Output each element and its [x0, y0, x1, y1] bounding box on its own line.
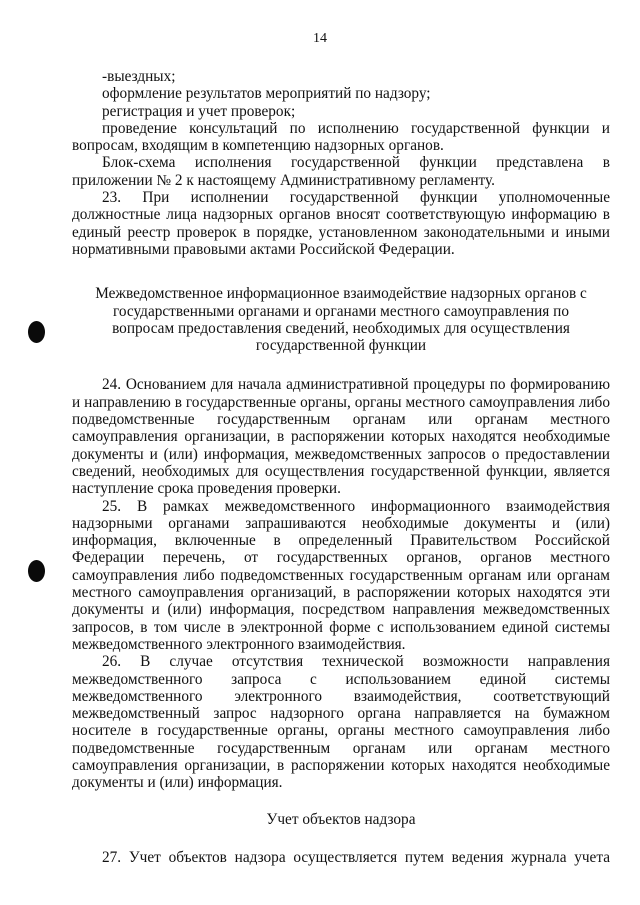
section-heading: Межведомственное информационное взаимодействие надзорных органов с государственными органами и органами местного самоуправления по вопросам предоставления сведений, необходимых для осуществления государственной функции	[95, 285, 587, 355]
list-item-registration: регистрация и учет проверок;	[102, 102, 296, 120]
paragraph-26: 26. В случае отсутствия технической возможности направления межведомственного запроса с использованием единой системы межведомственного электронного взаимодействия, соответствующий межведомственный запрос надзорного органа направляется на бумажном носителе в государственные органы, органы местного самоуправления либо подведомственные государственным органам или органам местного самоуправления организации, в распоряжении которых находятся необходимые документы и (или) информация.	[72, 653, 610, 792]
list-item-consultations: проведение консультаций по исполнению государственной функции и вопросам, входящим в компетенцию надзорных органов.	[72, 119, 610, 155]
list-item-results: оформление результатов мероприятий по надзору;	[102, 85, 431, 103]
block-scheme-paragraph: Блок-схема исполнения государственной функции представлена в приложении № 2 к настоящему Административному регламенту.	[72, 154, 610, 189]
document-body	[72, 68, 610, 866]
paragraph-25: 25. В рамках межведомственного информационного взаимодействия надзорными органами запрашиваются необходимые документы и (или) информация, включенные в определенный Правительством Российской Федерации перечень, от государственных органов, органов местного самоуправления либо подведомственных государственным органам или органам местного самоуправления организаций, в распоряжении которых находятся эти документы и (или) информация, посредством направления межведомственных запросов, в том числе в электронной форме с использованием единой системы межведомственного электронного взаимодействия.	[72, 497, 610, 653]
paragraph-24: 24. Основанием для начала административной процедуры по формированию и направлению в государственные органы, органы местного самоуправления либо подведомственные государственным органам или органам местного самоуправления организации, в распоряжении которых находятся необходимые документы и (или) информация, межведомственных запросов о предоставлении сведений, необходимых для осуществления государственной функции, является наступление срока проведения проверки.	[72, 376, 610, 498]
list-item-outbound: -выездных;	[102, 68, 176, 85]
punch-hole-top	[28, 321, 45, 343]
page-number: 14	[313, 31, 327, 46]
paragraph-23: 23. При исполнении государственной функции уполномоченные должностные лица надзорных органов вносят соответствующую информацию в единый реестр проверок в порядке, установленном законодательными и иными нормативными правовыми актами Российской Федерации.	[72, 189, 610, 258]
subsection-heading: Учет объектов надзора	[266, 810, 416, 828]
punch-hole-bottom	[28, 560, 45, 582]
paragraph-27: 27. Учет объектов надзора осуществляется путем ведения журнала учета	[102, 848, 610, 866]
